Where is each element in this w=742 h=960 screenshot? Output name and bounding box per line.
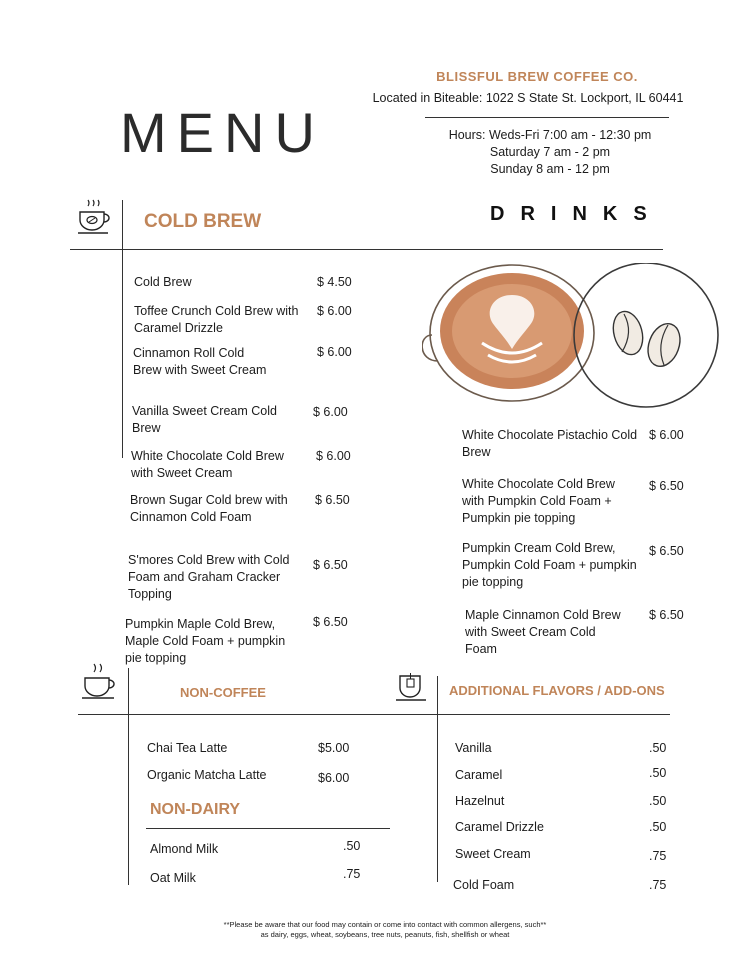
menu-item-name: Sweet Cream <box>455 847 531 861</box>
menu-item-name: Cinnamon Roll Cold Brew with Sweet Cream <box>133 346 267 377</box>
menu-item-name: Almond Milk <box>150 842 219 856</box>
menu-item-price: .50 <box>343 839 361 853</box>
menu-item-price: .75 <box>649 878 667 892</box>
menu-item-name: Chai Tea Latte <box>147 741 228 755</box>
menu-title: MENU <box>120 101 325 164</box>
menu-item-name: Vanilla <box>455 741 492 755</box>
hours-line-1: Hours: Weds-Fri 7:00 am - 12:30 pm <box>448 128 652 142</box>
menu-item-name: Caramel Drizzle <box>455 820 544 834</box>
menu-item-price: $ 6.00 <box>649 428 684 442</box>
menu-item-name: Cold Foam <box>453 878 515 892</box>
menu-item-price: $ 6.00 <box>317 304 352 318</box>
menu-item-name: Vanilla Sweet Cream Cold Brew <box>132 404 277 435</box>
menu-item-price: $ 4.50 <box>317 275 352 289</box>
menu-item-name: White Chocolate Cold Brew with Sweet Cream <box>131 449 284 480</box>
divider <box>425 117 669 118</box>
menu-item-price: $5.00 <box>318 741 350 755</box>
menu-item-price: .75 <box>343 867 361 881</box>
menu-item-price: $ 6.50 <box>313 558 348 572</box>
drinks-heading: DRINKS <box>490 203 663 225</box>
menu-item-name: Brown Sugar Cold brew with Cinnamon Cold Foam <box>130 493 288 524</box>
divider <box>78 714 438 715</box>
divider <box>146 828 390 829</box>
menu-item-price: $ 6.50 <box>313 615 348 629</box>
menu-item-price: $ 6.00 <box>316 449 351 463</box>
brand-name: BLISSFUL BREW COFFEE CO. <box>436 69 638 84</box>
non-dairy-heading: NON-DAIRY <box>150 801 241 818</box>
menu-item-price: $ 6.50 <box>649 608 684 622</box>
menu-item-price: .75 <box>649 849 667 863</box>
menu-item-name: Oat Milk <box>150 871 196 885</box>
cold-brew-heading: COLD BREW <box>144 211 262 232</box>
menu-item-name: Caramel <box>455 768 503 782</box>
divider <box>128 668 129 885</box>
menu-item-name: Hazelnut <box>455 794 505 808</box>
add-ons-heading: ADDITIONAL FLAVORS / ADD-ONS <box>449 683 665 698</box>
tea-bag-icon <box>394 670 428 704</box>
disclaimer-line-1: **Please be aware that our food may contain or come into contact with common allergens, such** <box>223 920 547 929</box>
divider <box>437 676 438 882</box>
allergen-disclaimer <box>150 920 620 940</box>
menu-item-name: White Chocolate Pistachio Cold Brew <box>462 428 638 459</box>
divider <box>437 714 670 715</box>
menu-item-price: .50 <box>649 794 667 808</box>
menu-item-price: .50 <box>649 766 667 780</box>
menu-item-price: $ 6.00 <box>313 405 348 419</box>
menu-item-price: $ 6.50 <box>315 493 350 507</box>
hours-line-3: Sunday 8 am - 12 pm <box>490 162 610 176</box>
disclaimer-line-2: as dairy, eggs, wheat, soybeans, tree nuts, peanuts, fish, shellfish or wheat <box>260 930 510 939</box>
divider <box>122 200 123 458</box>
menu-item-name: Toffee Crunch Cold Brew with Caramel Drizzle <box>134 304 299 335</box>
hours <box>430 127 670 178</box>
menu-item-name: Cold Brew <box>134 275 192 289</box>
menu-item-price: $ 6.00 <box>317 345 352 359</box>
menu-item-price: .50 <box>649 820 667 834</box>
menu-item-name: Maple Cinnamon Cold Brew with Sweet Cream Cold Foam <box>465 608 621 656</box>
coffee-cup-icon <box>76 198 112 238</box>
menu-item-price: $6.00 <box>318 771 350 785</box>
menu-item-price: $ 6.50 <box>649 479 684 493</box>
menu-item-name: White Chocolate Cold Brew with Pumpkin Cold Foam + Pumpkin pie topping <box>462 477 615 525</box>
menu-item-name: Pumpkin Maple Cold Brew, Maple Cold Foam + pumpkin pie topping <box>125 617 286 665</box>
menu-item-name: S'mores Cold Brew with Cold Foam and Graham Cracker Topping <box>128 553 290 601</box>
address: Located in Biteable: 1022 S State St. Lockport, IL 60441 <box>372 91 684 105</box>
menu-item-name: Pumpkin Cream Cold Brew, Pumpkin Cold Foam + pumpkin pie topping <box>462 541 637 589</box>
divider <box>70 249 663 250</box>
menu-item-price: $ 6.50 <box>649 544 684 558</box>
non-coffee-heading: NON-COFFEE <box>180 685 266 700</box>
menu-item-name: Organic Matcha Latte <box>147 768 267 782</box>
coffee-beans-illustration <box>608 305 688 375</box>
tea-cup-icon <box>80 662 120 702</box>
hours-line-2: Saturday 7 am - 2 pm <box>489 145 611 159</box>
menu-item-price: .50 <box>649 741 667 755</box>
